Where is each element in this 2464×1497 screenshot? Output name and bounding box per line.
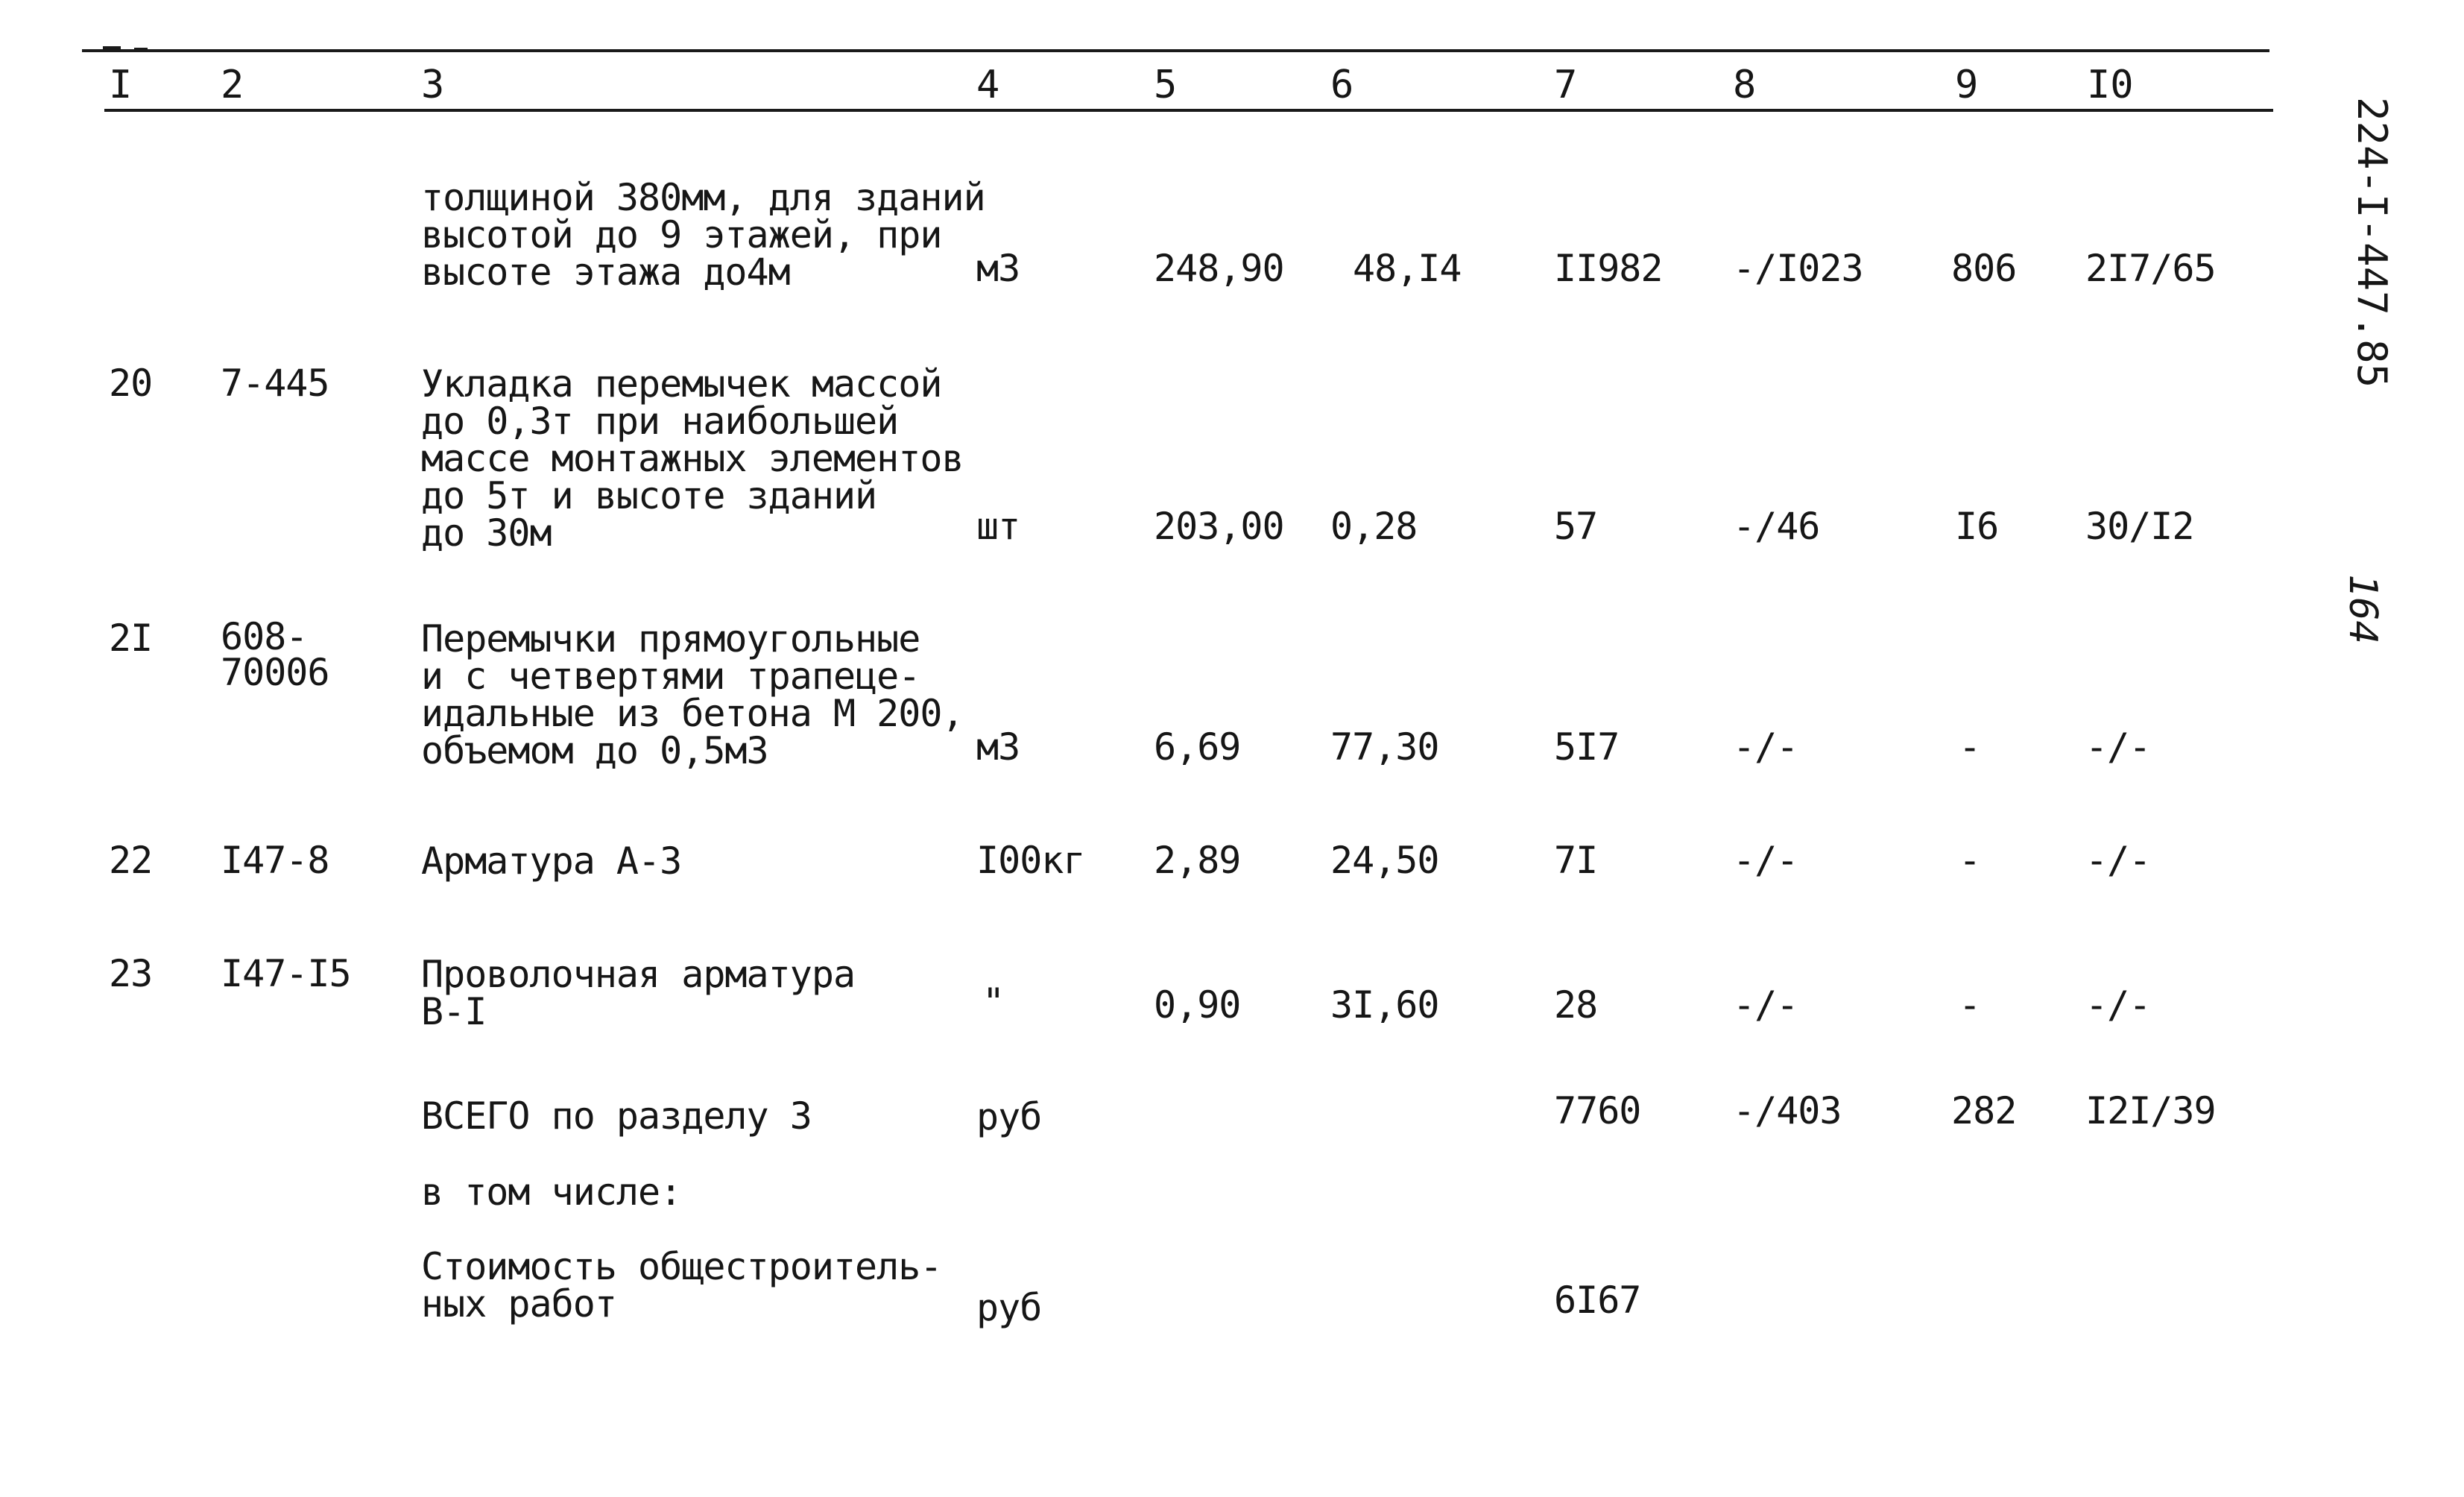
row-description: Проволочная арматура В-I bbox=[421, 953, 856, 1033]
row-code: I47-8 bbox=[221, 839, 329, 882]
row-qty: 203,00 bbox=[1154, 505, 1284, 548]
section-total-label: ВСЕГО по разделу 3 bbox=[421, 1094, 812, 1138]
row-col9: 806 bbox=[1951, 247, 2017, 290]
col-header-4: 4 bbox=[976, 63, 1000, 107]
general-works-unit: руб bbox=[976, 1286, 1042, 1329]
general-works-total: 6I67 bbox=[1554, 1279, 1641, 1322]
section-total-col8: -/403 bbox=[1733, 1089, 1842, 1132]
section-total-unit: руб bbox=[976, 1095, 1042, 1138]
col-header-5: 5 bbox=[1154, 63, 1178, 107]
row-total: II982 bbox=[1554, 247, 1663, 290]
row-col10: 2I7/65 bbox=[2085, 247, 2216, 290]
row-unit: м3 bbox=[976, 725, 1020, 769]
row-unit: I00кг bbox=[976, 839, 1085, 882]
row-col9: - bbox=[1959, 839, 1981, 882]
row-qty: 0,90 bbox=[1154, 983, 1241, 1027]
general-works-label: Стоимость общестроитель- ных работ bbox=[421, 1245, 942, 1326]
row-unit: шт bbox=[976, 505, 1020, 548]
section-total-col10: I2I/39 bbox=[2085, 1089, 2216, 1132]
row-code: 608- 70006 bbox=[221, 615, 329, 694]
including-label: в том числе: bbox=[421, 1170, 682, 1214]
row-price: 0,28 bbox=[1330, 505, 1418, 548]
row-description: Укладка перемычек массой до 0,3т при наибольшей массе монтажных элементов до 5т и высоте зданий до 30м bbox=[421, 362, 964, 555]
row-description: толщиной 380мм, для зданий высотой до 9 этажей, при высоте этажа до4м bbox=[421, 176, 985, 294]
top-rule bbox=[82, 49, 2269, 52]
col-header-3: 3 bbox=[421, 63, 445, 107]
col-header-1: I bbox=[109, 63, 133, 107]
col-header-6: 6 bbox=[1330, 63, 1354, 107]
row-price: 3I,60 bbox=[1330, 983, 1439, 1027]
row-number: 20 bbox=[109, 362, 153, 405]
row-col10: 30/I2 bbox=[2085, 505, 2194, 548]
row-price: 24,50 bbox=[1330, 839, 1439, 882]
row-qty: 6,69 bbox=[1154, 725, 1241, 769]
row-total: 28 bbox=[1554, 983, 1598, 1027]
section-total-col9: 282 bbox=[1951, 1089, 2017, 1132]
row-number: 2I bbox=[109, 617, 153, 660]
row-col8: -/I023 bbox=[1733, 247, 1863, 290]
col-header-10: I0 bbox=[2087, 63, 2134, 107]
row-total: 7I bbox=[1554, 839, 1598, 882]
row-price: 77,30 bbox=[1330, 725, 1439, 769]
row-qty: 2,89 bbox=[1154, 839, 1241, 882]
row-col9: - bbox=[1959, 983, 1981, 1027]
row-unit: " bbox=[982, 980, 1005, 1024]
document-code: 224-I-447.85 bbox=[2348, 97, 2395, 388]
row-description: Перемычки прямоугольные и с четвертями трапеце- идальные из бетона М 200, объемом до 0,5м3 bbox=[421, 617, 964, 772]
section-total-value: 7760 bbox=[1554, 1089, 1641, 1132]
row-description: Арматура А-3 bbox=[421, 839, 682, 883]
row-total: 57 bbox=[1554, 505, 1598, 548]
col-header-7: 7 bbox=[1554, 63, 1578, 107]
row-col10: -/- bbox=[2085, 983, 2151, 1027]
top-rule-dash-2 bbox=[134, 48, 148, 51]
row-code: I47-I5 bbox=[221, 952, 351, 995]
row-code: 7-445 bbox=[221, 362, 329, 405]
col-header-9: 9 bbox=[1955, 63, 1979, 107]
row-price: 48,I4 bbox=[1353, 247, 1462, 290]
row-col9: - bbox=[1959, 725, 1981, 769]
row-number: 23 bbox=[109, 952, 153, 995]
row-col8: -/- bbox=[1733, 725, 1798, 769]
page-number: 164 bbox=[2340, 574, 2385, 644]
row-number: 22 bbox=[109, 839, 153, 882]
header-rule bbox=[104, 109, 2273, 112]
col-header-8: 8 bbox=[1733, 63, 1757, 107]
row-unit: м3 bbox=[976, 247, 1020, 290]
row-col8: -/46 bbox=[1733, 505, 1820, 548]
row-col8: -/- bbox=[1733, 983, 1798, 1027]
row-col9: I6 bbox=[1955, 505, 1999, 548]
top-rule-dash-1 bbox=[103, 46, 121, 49]
row-col10: -/- bbox=[2085, 725, 2151, 769]
row-col8: -/- bbox=[1733, 839, 1798, 882]
row-col10: -/- bbox=[2085, 839, 2151, 882]
row-qty: 248,90 bbox=[1154, 247, 1284, 290]
row-total: 5I7 bbox=[1554, 725, 1620, 769]
col-header-2: 2 bbox=[221, 63, 244, 107]
